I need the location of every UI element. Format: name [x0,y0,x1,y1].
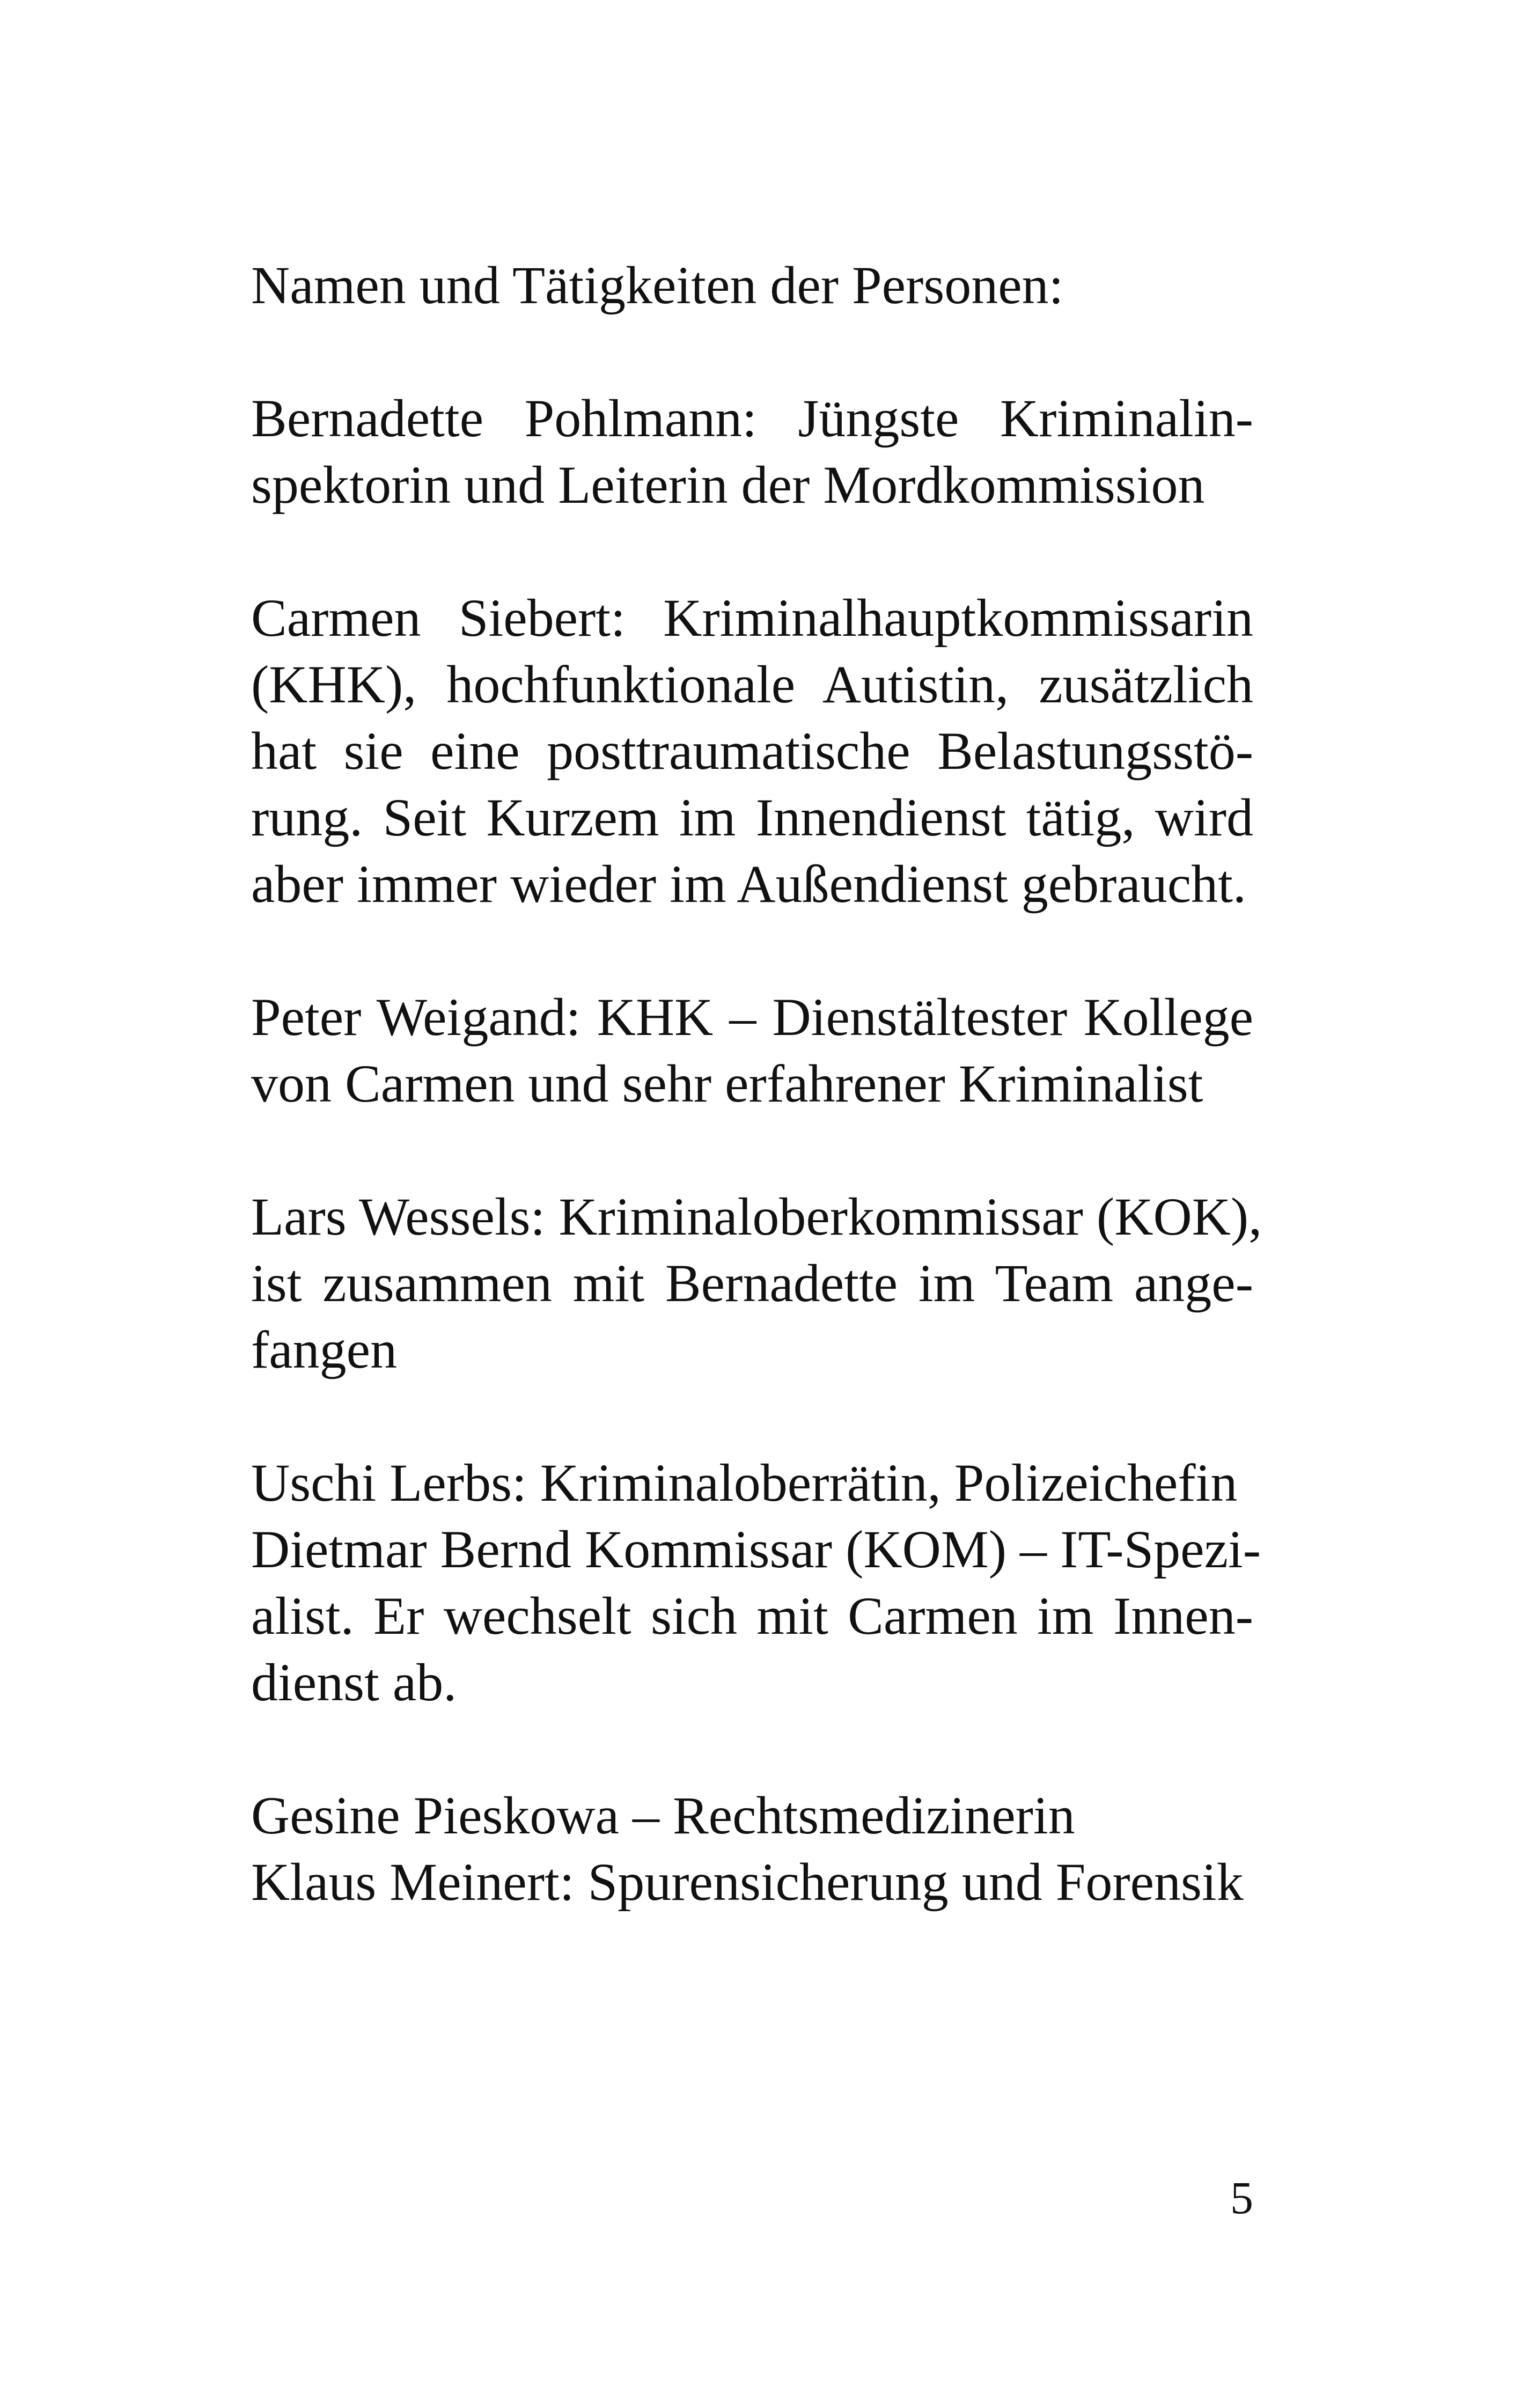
paragraph-gap [251,1383,1253,1450]
entry-line: (KHK), hochfunktionale Autistin, zusätzlich [251,655,1253,714]
entry-line: hat sie eine posttraumatische Belastungsstö- [251,721,1253,781]
entry-line: Gesine Pieskowa – Rechtsmedizinerin [251,1786,1075,1845]
character-list [251,252,1262,1915]
entry-line: spektorin und Leiterin der Mordkommission [251,455,1205,515]
paragraph-gap [251,319,1253,385]
entry-line: aber immer wieder im Außendienst gebraucht. [251,854,1246,914]
entry-line: Lars Wessels: Kriminaloberkommissar (KOK), [251,1187,1262,1246]
entry-line: Carmen Siebert: Kriminalhauptkommissarin [251,588,1253,648]
entry-carmen-siebert [251,585,1253,917]
paragraph-gap [251,1716,1253,1782]
entry-line: Klaus Meinert: Spurensicherung und Forensik [251,1852,1244,1912]
paragraph-gap [251,917,1253,984]
list-heading: Namen und Tätigkeiten der Personen: [251,255,1064,315]
entry-gesine-pieskowa-klaus-meinert [251,1782,1253,1915]
paragraph-gap [251,1117,1253,1184]
entry-line: Bernadette Pohlmann: Jüngste Kriminalin- [251,388,1253,448]
entry-line: Dietmar Bernd Kommissar (KOM) – IT-Spezi- [251,1519,1261,1579]
entry-peter-weigand [251,984,1253,1117]
entry-lars-wessels [251,1184,1262,1383]
entry-line: von Carmen und sehr erfahrener Kriminalist [251,1054,1203,1113]
entry-line: fangen [251,1320,398,1379]
entry-line: ist zusammen mit Bernadette im Team ange- [251,1253,1253,1313]
entry-bernadette-pohlmann [251,385,1253,518]
entry-line: Uschi Lerbs: Kriminaloberrätin, Polizeichefin [251,1453,1238,1513]
entry-line: alist. Er wechselt sich mit Carmen im Innen- [251,1586,1253,1646]
entry-line: Peter Weigand: KHK – Dienstältester Kollege [251,987,1253,1047]
entry-line: dienst ab. [251,1653,457,1712]
paragraph-gap [251,518,1253,585]
entry-line: rung. Seit Kurzem im Innendienst tätig, wird [251,788,1253,847]
page-number: 5 [1230,2172,1253,2223]
entry-uschi-lerbs-dietmar-bernd [251,1450,1261,1716]
